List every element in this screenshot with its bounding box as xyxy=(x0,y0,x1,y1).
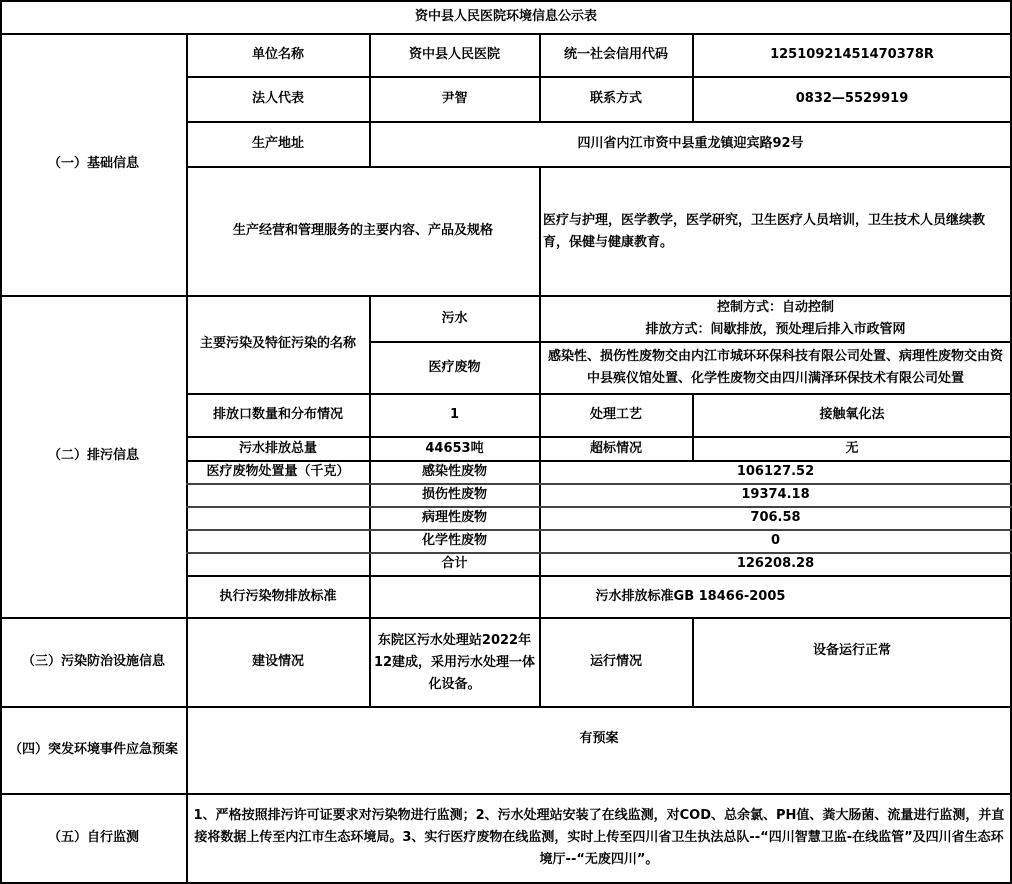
operation-value: 设备运行正常 xyxy=(812,643,891,658)
exceed-label: 超标情况 xyxy=(589,440,642,456)
exceed-value: 无 xyxy=(845,440,859,456)
waste-row-value: 106127.52 xyxy=(736,464,815,479)
monitor-text: 1、严格按照排污许可证要求对污染物进行监测；2、污水处理站安装了在线监测，对COD、总余氯、PH值、粪大肠菌、流量进行监测，并直接将数据上传至内江市生态环境局。3、实行医疗废物在线监测，实时上传至四川省卫生执法总队--“四川智慧卫监-在线监管”及四川省生态环境厅--“无废四川”。 xyxy=(193,808,1005,867)
waste-row-name: 合计 xyxy=(441,556,468,571)
total-value: 44653吨 xyxy=(425,440,484,456)
emergency-plan: 有预案 xyxy=(579,731,619,746)
credit-code-label: 统一社会信用代码 xyxy=(563,47,668,62)
legal-rep: 尹智 xyxy=(441,91,468,106)
outlet-count: 1 xyxy=(449,407,460,422)
standard-label: 执行污染物排放标准 xyxy=(219,588,337,604)
standard-value: 污水排放标准GB 18466-2005 xyxy=(595,588,786,604)
sewage-method: 排放方式：间歇排放，预处理后排入市政管网 xyxy=(645,322,906,337)
waste-row-value: 19374.18 xyxy=(741,487,810,502)
table-title: 资中县人民医院环境信息公示表 xyxy=(414,9,597,24)
waste-row-name: 病理性废物 xyxy=(421,510,487,525)
section-facility-label: （三）污染防治设施信息 xyxy=(21,654,165,669)
total-label: 污水排放总量 xyxy=(238,440,317,456)
legal-rep-label: 法人代表 xyxy=(251,91,304,106)
medwaste-qty-label: 医疗废物处置量（千克） xyxy=(206,464,350,479)
credit-code: 12510921451470378R xyxy=(770,47,934,62)
section-emergency-label: （四）突发环境事件应急预案 xyxy=(8,742,178,757)
unit-name: 资中县人民医院 xyxy=(408,47,500,62)
process-label: 处理工艺 xyxy=(589,407,642,422)
business-label: 生产经营和管理服务的主要内容、产品及规格 xyxy=(232,222,493,238)
waste-row-value: 126208.28 xyxy=(736,556,815,571)
construction-label: 建设情况 xyxy=(251,654,304,669)
outlet-label: 排放口数量和分布情况 xyxy=(212,407,343,422)
section-basic-label: （一）基础信息 xyxy=(47,156,139,171)
sewage-control: 控制方式：自动控制 xyxy=(716,300,834,315)
medwaste-label: 医疗废物 xyxy=(428,359,481,375)
waste-row-value: 706.58 xyxy=(750,510,801,525)
section-discharge-label: （二）排污信息 xyxy=(47,448,139,463)
address-value: 四川省内江市资中县重龙镇迎宾路92号 xyxy=(577,136,804,151)
process-value: 接触氧化法 xyxy=(819,407,885,422)
pollutant-label: 主要污染及特征污染的名称 xyxy=(199,336,356,351)
contact-label: 联系方式 xyxy=(589,91,642,106)
waste-row-value: 0 xyxy=(770,533,781,548)
construction-value: 东院区污水处理站2022年12建成，采用污水处理一体化设备。 xyxy=(373,633,536,692)
section-monitor-label: （五）自行监测 xyxy=(47,830,139,845)
unit-name-label: 单位名称 xyxy=(251,47,304,62)
waste-row-name: 感染性废物 xyxy=(421,464,487,479)
contact-value: 0832—5529919 xyxy=(795,91,909,106)
waste-row-name: 损伤性废物 xyxy=(421,487,487,502)
address-label: 生产地址 xyxy=(251,136,304,151)
operation-label: 运行情况 xyxy=(589,654,642,669)
medwaste-text: 感染性、损伤性废物交由内江市城环环保科技有限公司处置、病理性废物交由资中县殡仪馆处置、化学性废物交由四川满泽环保技术有限公司处置 xyxy=(547,349,1003,386)
sewage-label: 污水 xyxy=(441,310,468,326)
business-value: 医疗与护理，医学教学，医学研究，卫生医疗人员培训，卫生技术人员继续教育，保健与健康教育。 xyxy=(543,213,986,250)
waste-row-name: 化学性废物 xyxy=(421,533,487,548)
